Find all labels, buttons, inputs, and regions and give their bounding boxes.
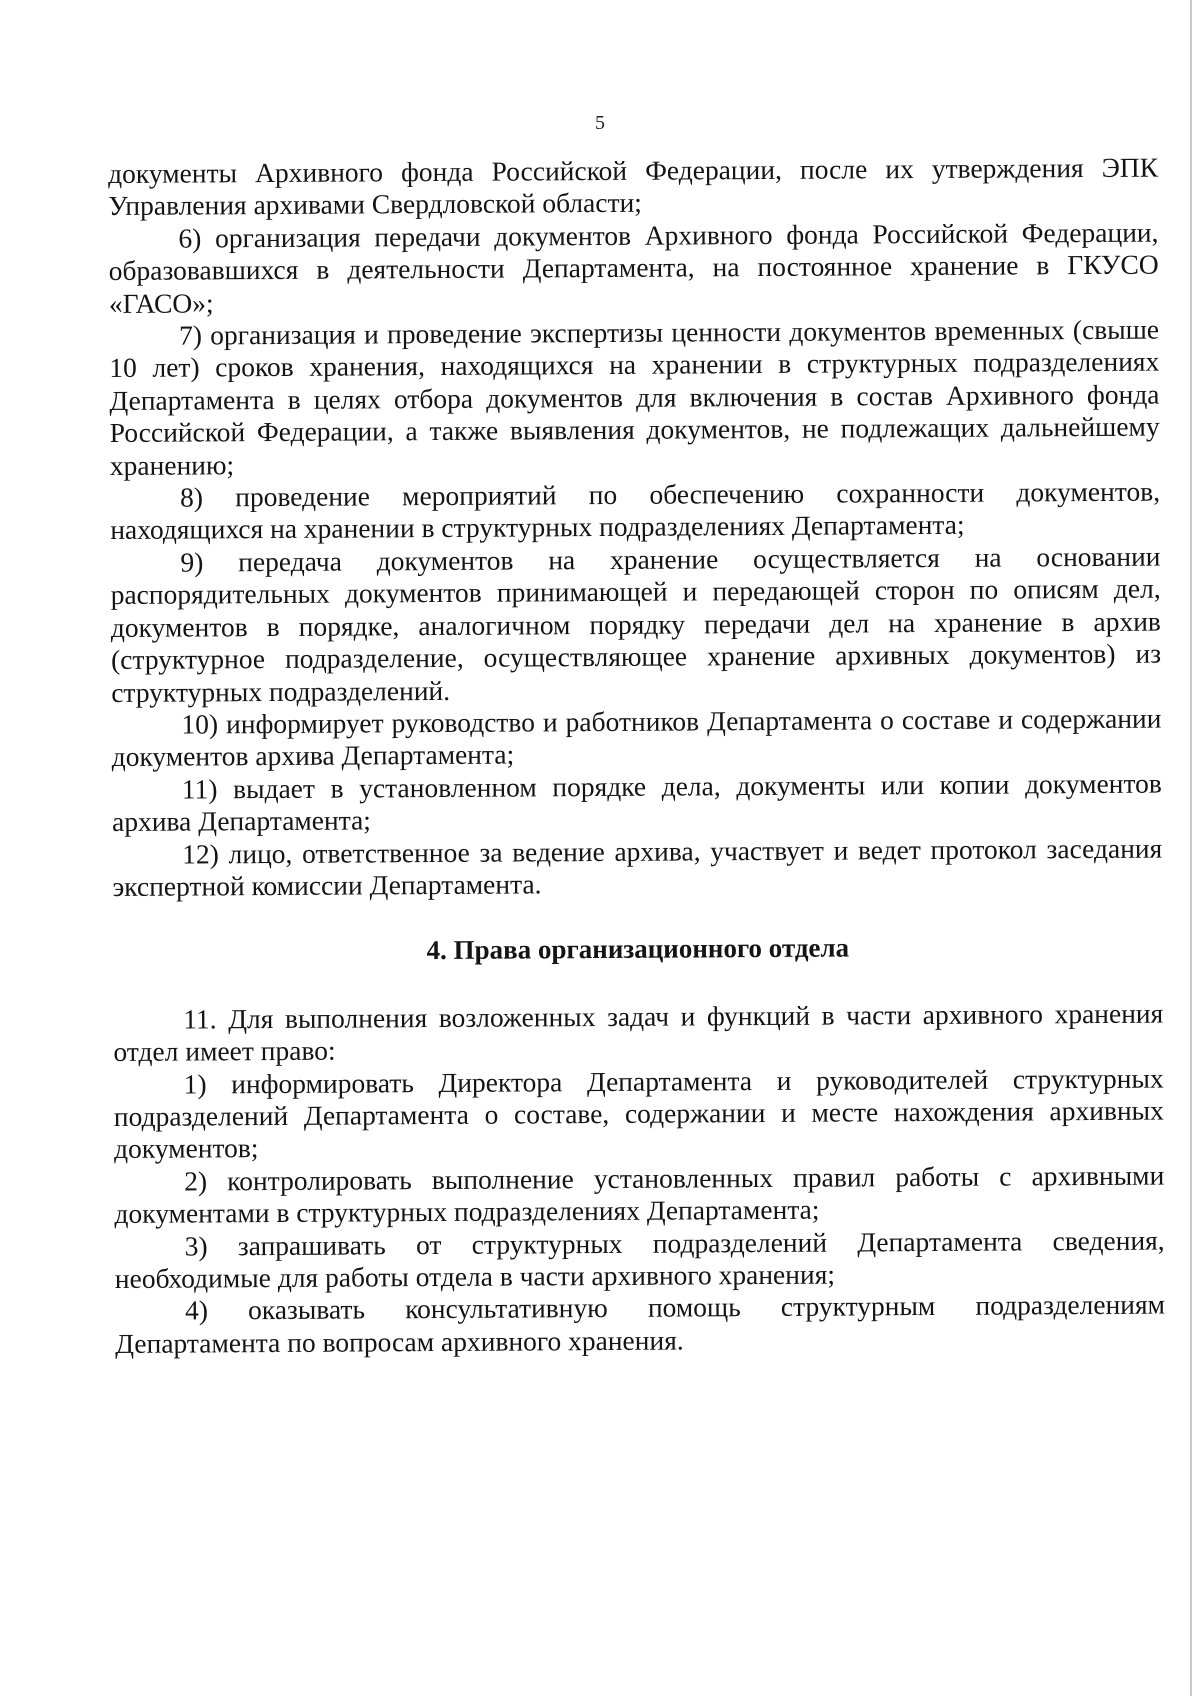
list-item-9: 9) передача документов на хранение осуществляется на основании распорядительных документов принимающей и передающей сторон по описям дел, документов в порядке, аналогичном порядку передачи дел на хранение в архив (структурное подразделение, осуществляющее хранение архивных документов) из структурных подразделений. — [110, 540, 1162, 708]
list-item-6: 6) организация передачи документов Архивного фонда Российской Федерации, образовавшихся в деятельности Департамента, на постоянное хранение в ГКУСО «ГАСО»; — [108, 216, 1159, 319]
document-body — [108, 152, 1165, 1361]
list-item-8: 8) проведение мероприятий по обеспечению сохранности документов, находящихся на хранении в структурных подразделениях Департамента; — [110, 475, 1161, 546]
page-number: 5 — [595, 112, 605, 134]
rights-item-1: 1) информировать Директора Департамента и руководителей структурных подразделений Департамента о составе, содержании и месте нахождения архивных документов; — [113, 1062, 1164, 1165]
scan-edge-line — [1190, 0, 1192, 1696]
list-item-10: 10) информирует руководство и работников Департамента о составе и содержании документов архива Департамента; — [111, 702, 1162, 773]
list-item-11: 11) выдает в установленном порядке дела, документы или копии документов архива Департамента; — [111, 767, 1162, 838]
rights-item-2: 2) контролировать выполнение установленных правил работы с архивными документами в структурных подразделениях Департамента; — [114, 1159, 1165, 1230]
list-item-12: 12) лицо, ответственное за ведение архива, участвует и ведет протокол заседания экспертной комиссии Департамента. — [112, 832, 1163, 902]
section-heading: 4. Права организационного отдела — [426, 932, 850, 966]
section-intro-paragraph: 11. Для выполнения возложенных задач и функций в части архивного хранения отдел имеет право: — [113, 997, 1164, 1068]
rights-item-3: 3) запрашивать от структурных подразделений Департамента сведения, необходимые для работы отдела в части архивного хранения; — [114, 1224, 1165, 1294]
rights-item-4: 4) оказывать консультативную помощь структурным подразделениям Департамента по вопросам архивного хранения. — [115, 1288, 1166, 1359]
list-item-7: 7) организация и проведение экспертизы ценности документов временных (свыше 10 лет) сроков хранения, находящихся на хранении в структурных подразделениях Департамента в целях отбора документов для включения в состав Архивного фонда Российской Федерации, а также выявления документов, не подлежащих дальнейшему хранению; — [109, 313, 1160, 481]
paragraph-continuation: документы Архивного фонда Российской Федерации, после их утверждения ЭПК Управления архивами Свердловской области; — [108, 151, 1159, 222]
